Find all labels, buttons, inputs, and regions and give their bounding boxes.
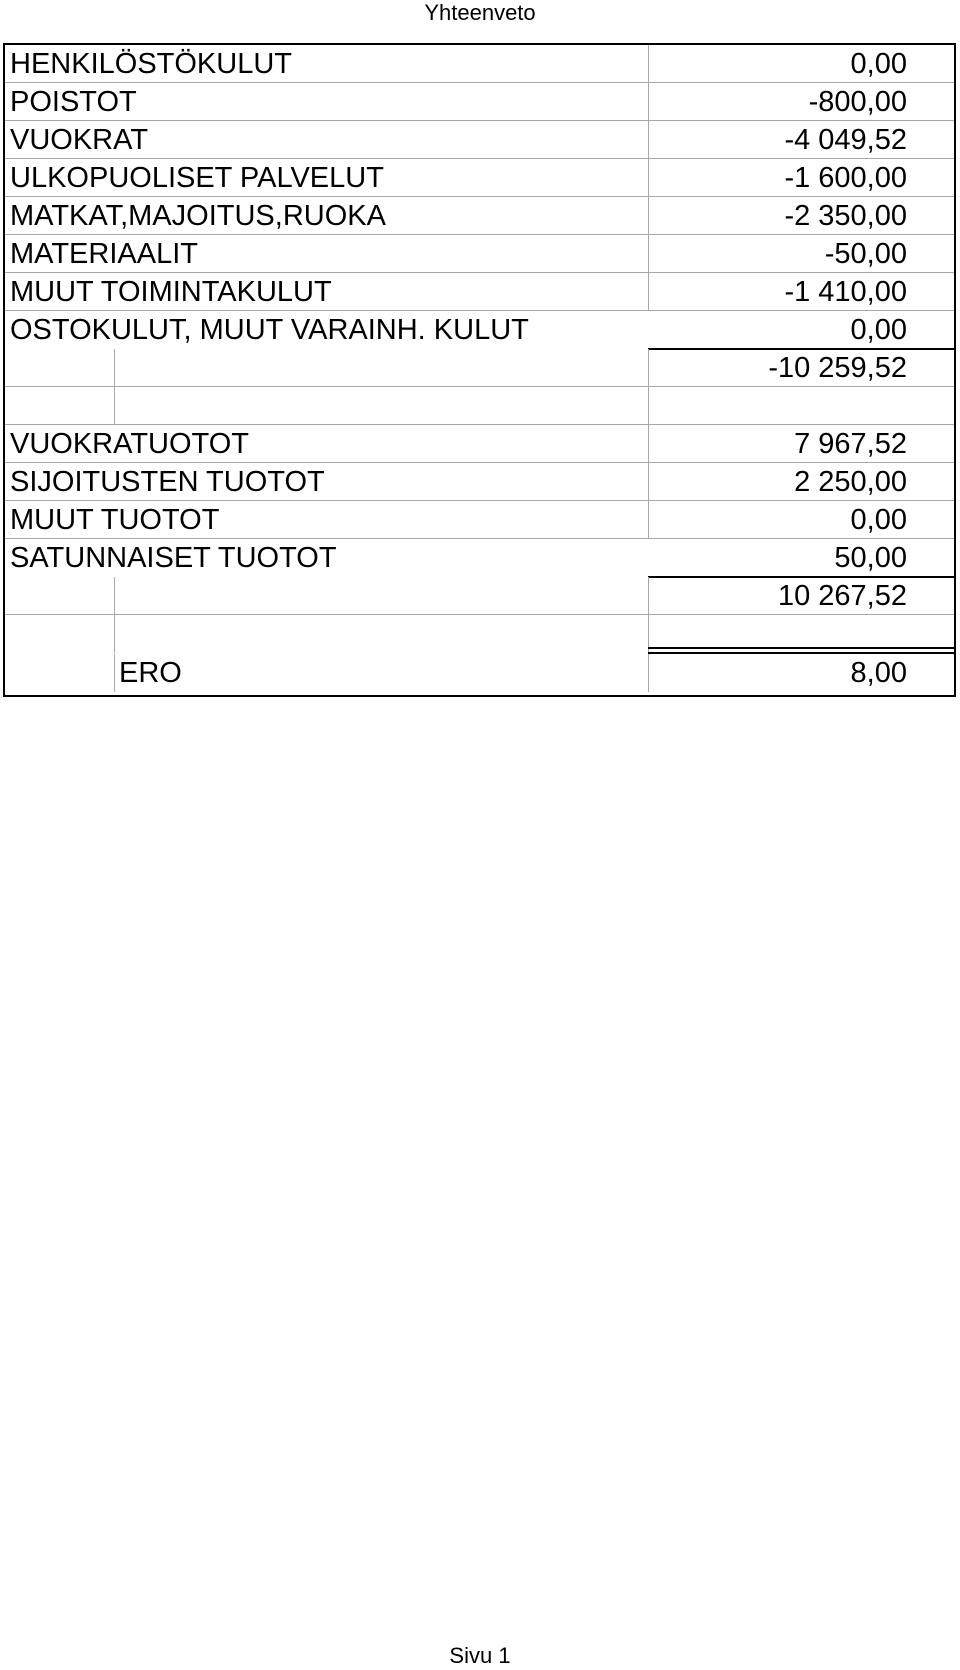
- row-value: -1 410,00: [784, 276, 907, 308]
- row-value: 0,00: [850, 48, 907, 80]
- row-value: -50,00: [824, 238, 907, 270]
- column-divider: [648, 577, 649, 615]
- column-divider: [648, 273, 649, 311]
- row-value: -800,00: [808, 86, 907, 118]
- column-divider: [648, 425, 649, 463]
- column-divider: [648, 83, 649, 121]
- difference-value: 8,00: [850, 657, 907, 689]
- table-row: [5, 311, 954, 349]
- table-row: [5, 273, 954, 311]
- blank-row: [5, 387, 954, 425]
- table-row: [5, 83, 954, 121]
- column-divider: [648, 121, 649, 159]
- column-divider: [648, 197, 649, 235]
- difference-row: [5, 654, 954, 692]
- row-value: 50,00: [834, 542, 907, 574]
- table-row: [5, 235, 954, 273]
- income-total-value: 10 267,52: [777, 580, 907, 612]
- row-label: ULKOPUOLISET PALVELUT: [10, 162, 384, 194]
- row-value: -2 350,00: [784, 200, 907, 232]
- income-total-row: [5, 577, 954, 615]
- column-divider: [114, 654, 115, 692]
- row-label: SATUNNAISET TUOTOT: [10, 542, 337, 574]
- column-divider: [648, 159, 649, 197]
- column-divider: [648, 45, 649, 83]
- difference-label: ERO: [119, 657, 182, 689]
- column-divider: [648, 463, 649, 501]
- row-label: MATKAT,MAJOITUS,RUOKA: [10, 200, 386, 232]
- row-label: MUUT TUOTOT: [10, 504, 220, 536]
- table-row: [5, 121, 954, 159]
- table-row: [5, 45, 954, 83]
- row-label: MUUT TOIMINTAKULUT: [10, 276, 332, 308]
- column-divider: [648, 654, 649, 692]
- page-title: Yhteenveto: [424, 0, 536, 25]
- summary-table: [3, 43, 956, 697]
- expense-total-value: -10 259,52: [768, 352, 907, 384]
- row-label: MATERIAALIT: [10, 238, 198, 270]
- column-divider: [648, 349, 649, 387]
- double-rule-top: [648, 647, 954, 649]
- row-value: 0,00: [850, 314, 907, 346]
- column-divider: [648, 387, 649, 425]
- row-label: VUOKRAT: [10, 124, 149, 156]
- expense-total-row: [5, 349, 954, 387]
- row-label: POISTOT: [10, 86, 137, 118]
- row-value: 7 967,52: [794, 428, 907, 460]
- row-value: -4 049,52: [784, 124, 907, 156]
- row-label: HENKILÖSTÖKULUT: [10, 48, 292, 80]
- column-divider: [648, 235, 649, 273]
- table-row: [5, 159, 954, 197]
- page-number: Sivu 1: [449, 1643, 511, 1668]
- row-value: 2 250,00: [794, 466, 907, 498]
- row-value: -1 600,00: [784, 162, 907, 194]
- row-value: 0,00: [850, 504, 907, 536]
- column-divider: [114, 615, 115, 653]
- column-divider: [114, 577, 115, 615]
- column-divider: [648, 501, 649, 539]
- table-row: [5, 501, 954, 539]
- row-label: OSTOKULUT, MUUT VARAINH. KULUT: [10, 314, 529, 346]
- column-divider: [114, 349, 115, 387]
- table-row: [5, 425, 954, 463]
- table-row: [5, 539, 954, 577]
- column-divider: [114, 387, 115, 425]
- table-row: [5, 197, 954, 235]
- table-row: [5, 463, 954, 501]
- row-label: VUOKRATUOTOT: [10, 428, 249, 460]
- row-label: SIJOITUSTEN TUOTOT: [10, 466, 325, 498]
